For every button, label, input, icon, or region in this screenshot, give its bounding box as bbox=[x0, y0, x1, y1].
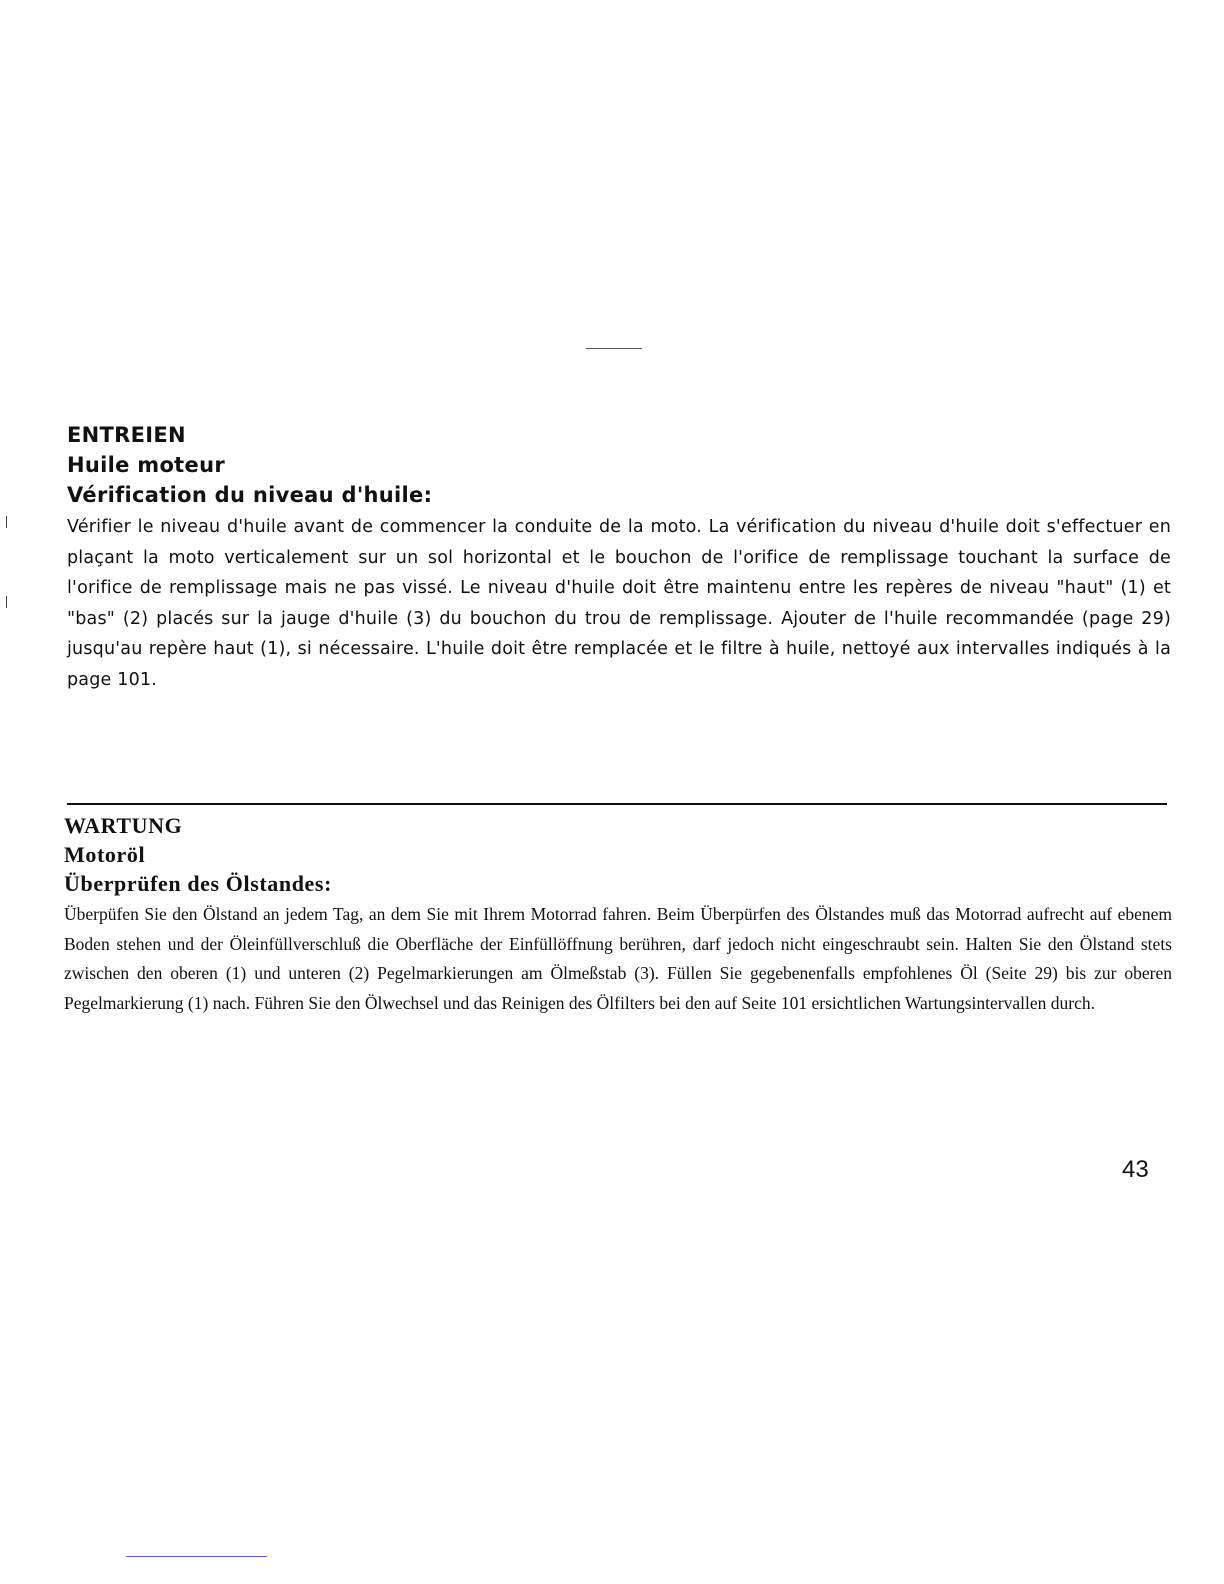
german-heading: Überprüfen des Ölstandes: bbox=[64, 871, 333, 896]
bottom-scan-line bbox=[126, 1556, 267, 1557]
french-section bbox=[67, 420, 1171, 695]
german-section-title: WARTUNG bbox=[64, 813, 183, 838]
page-number: 43 bbox=[1122, 1156, 1149, 1183]
french-heading: Vérification du niveau d'huile: bbox=[67, 483, 433, 507]
margin-mark bbox=[6, 596, 7, 608]
french-section-title: ENTREIEN bbox=[67, 423, 186, 447]
german-subtitle: Motoröl bbox=[64, 842, 146, 867]
section-divider bbox=[67, 803, 1167, 805]
french-body-text: Vérifier le niveau d'huile avant de commencer la conduite de la moto. La vérification du niveau d'huile doit s'effectuer en plaçant la moto verticalement sur un sol horizontal et le bouchon de l'orifice de remplissage touchant la surface de l'orifice de remplissage mais ne pas vissé. Le niveau d'huile doit être maintenu entre les repères de niveau "haut" (1) et "bas" (2) placés sur la jauge d'huile (3) du bouchon du trou de remplissage. Ajouter de l'huile recommandée (page 29) jusqu'au repère haut (1), si nécessaire. L'huile doit être remplacée et le filtre à huile, nettoyé aux intervalles indiqués à la page 101. bbox=[67, 517, 1171, 690]
german-section bbox=[64, 811, 1172, 1018]
german-body-text: Überpüfen Sie den Ölstand an jedem Tag, an dem Sie mit Ihrem Motorrad fahren. Beim Überpürfen des Ölstandes muß das Motorrad aufrecht auf ebenem Boden stehen und der Öleinfüllverschluß die Oberfläche der Einfüllöffnung berühren, darf jedoch nicht eingeschraubt sein. Halten Sie den Ölstand stets zwischen den oberen (1) und unteren (2) Pegelmarkierungen am Ölmeßstab (3). Füllen Sie gegebenenfalls empfohlenes Öl (Seite 29) bis zur oberen Pegelmarkierung (1) nach. Führen Sie den Ölwechsel und das Reinigen des Ölfilters bei den auf Seite 101 ersichtlichen Wartungsintervallen durch. bbox=[64, 904, 1172, 1013]
top-scan-mark bbox=[586, 348, 642, 349]
margin-mark bbox=[6, 516, 7, 528]
french-subtitle: Huile moteur bbox=[67, 453, 225, 477]
